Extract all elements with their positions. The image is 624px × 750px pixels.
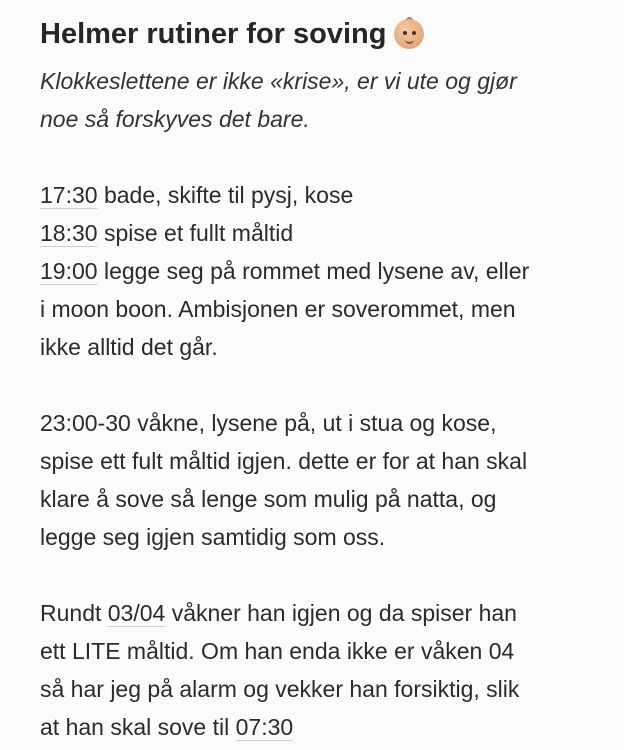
time-link[interactable]: 18:30 (40, 220, 98, 246)
note-title (40, 14, 604, 54)
early-line: ett LITE måltid. Om han enda ikke er våken 04 (40, 638, 515, 664)
early-line: så har jeg på alarm og vekker han forsiktig, slik (40, 676, 520, 702)
early-line (40, 594, 604, 632)
early-text: at han skal sove til (40, 714, 236, 740)
schedule-continuation: i moon boon. Ambisjonen er soverommet, men (40, 296, 516, 322)
schedule-continuation: ikke alltid det går. (40, 334, 218, 360)
baby-face-icon (394, 19, 424, 49)
early-text: Rundt (40, 600, 108, 626)
spacer (40, 138, 604, 176)
note-title-text: Helmer rutiner for soving (40, 18, 387, 50)
intro-line: Klokkeslettene er ikke «krise», er vi ute og gjør (40, 68, 517, 94)
time-link[interactable]: 07:30 (235, 714, 294, 740)
spacer (40, 366, 604, 404)
time-link[interactable]: 19:00 (40, 258, 98, 284)
night-line: 23:00-30 våkne, lysene på, ut i stua og kose, (40, 410, 497, 436)
schedule-line (40, 252, 604, 290)
night-line: legge seg igjen samtidig som oss. (40, 524, 386, 550)
early-line (40, 708, 604, 746)
spacer (40, 556, 604, 594)
intro-line: noe så forskyves det bare. (40, 106, 310, 132)
time-link[interactable]: 17:30 (40, 182, 98, 208)
night-line: klare å sove så lenge som mulig på natta, og (40, 486, 497, 512)
schedule-text: spise et fullt måltid (97, 220, 294, 246)
schedule-text: bade, skifte til pysj, kose (97, 182, 354, 208)
schedule-line (40, 176, 604, 214)
time-link[interactable]: 03/04 (107, 600, 166, 626)
night-line: spise ett fult måltid igjen. dette er for at han skal (40, 448, 528, 474)
schedule-text: legge seg på rommet med lysene av, eller (97, 258, 530, 284)
early-text: våkner han igjen og da spiser han (165, 600, 517, 626)
schedule-line (40, 214, 604, 252)
